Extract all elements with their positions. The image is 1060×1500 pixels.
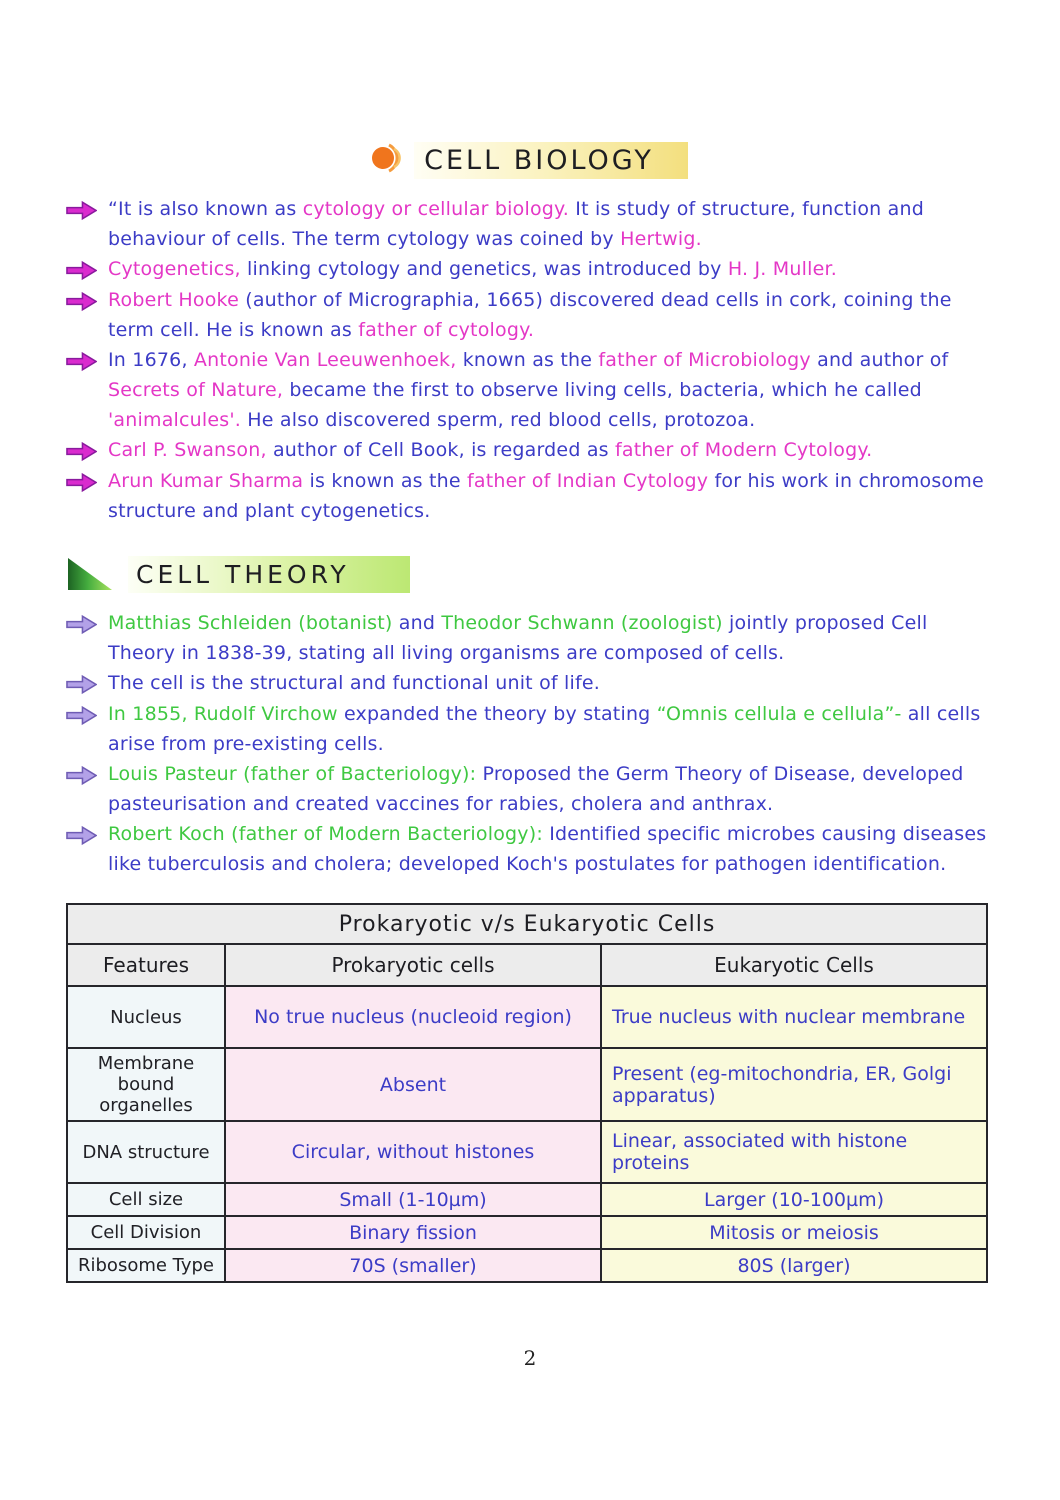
note-bullet	[66, 466, 994, 526]
column-header-eukaryotic: Eukaryotic Cells	[601, 944, 987, 986]
bullet-text: In 1855, Rudolf Virchow expanded the theory by stating “Omnis cellula e cellula”- all cells arise from pre-existing cells.	[108, 703, 981, 755]
bullet-text: Carl P. Swanson, author of Cell Book, is regarded as father of Modern Cytology.	[108, 439, 873, 461]
column-header-prokaryotic: Prokaryotic cells	[225, 944, 601, 986]
note-bullet	[66, 759, 994, 819]
cell-eukaryotic: Linear, associated with histone proteins	[601, 1121, 987, 1183]
page-number: 2	[523, 1346, 537, 1370]
bullet-text: “It is also known as cytology or cellular biology. It is study of structure, function and behaviour of cells. The term cytology was coined by Hertwig.	[108, 198, 924, 250]
cell-eukaryotic: Mitosis or meiosis	[601, 1216, 987, 1249]
table-row	[67, 1183, 987, 1216]
cell-eukaryotic: True nucleus with nuclear membrane	[601, 986, 987, 1048]
note-bullet	[66, 608, 994, 668]
table-row	[67, 1048, 987, 1121]
cell-feature: Ribosome Type	[67, 1249, 225, 1282]
lavender-arrow-icon	[66, 819, 108, 850]
section-cell-biology	[66, 194, 994, 526]
page-title-banner	[372, 140, 688, 180]
cell-feature: Cell Division	[67, 1216, 225, 1249]
note-bullet	[66, 699, 994, 759]
lavender-arrow-icon	[66, 759, 108, 790]
magenta-arrow-icon	[66, 345, 108, 376]
bullet-text: The cell is the structural and functional unit of life.	[108, 672, 601, 694]
page-title: CELL BIOLOGY	[414, 142, 688, 179]
table-title: Prokaryotic v/s Eukaryotic Cells	[67, 904, 987, 944]
cell-feature: Nucleus	[67, 986, 225, 1048]
magenta-arrow-icon	[66, 435, 108, 466]
bullet-text: Robert Hooke (author of Micrographia, 1665) discovered dead cells in cork, coining the term cell. He is known as father of cytology.	[108, 289, 952, 341]
section-cell-theory	[66, 608, 994, 879]
cell-feature: Membrane bound organelles	[67, 1048, 225, 1121]
note-bullet	[66, 194, 994, 254]
table-row	[67, 1249, 987, 1282]
note-bullet	[66, 285, 994, 345]
bullet-text: Matthias Schleiden (botanist) and Theodor Schwann (zoologist) jointly proposed Cell Theory in 1838-39, stating all living organisms are composed of cells.	[108, 612, 928, 664]
magenta-arrow-icon	[66, 194, 108, 225]
cell-eukaryotic: Present (eg-mitochondria, ER, Golgi apparatus)	[601, 1048, 987, 1121]
table-row	[67, 1216, 987, 1249]
note-bullet	[66, 254, 994, 285]
lavender-arrow-icon	[66, 668, 108, 699]
comparison-table-body	[67, 986, 987, 1282]
sun-rays-icon	[372, 140, 404, 180]
table-row	[67, 1121, 987, 1183]
green-triangle-icon	[66, 552, 114, 596]
note-bullet	[66, 345, 994, 435]
table-title-row	[67, 904, 987, 944]
magenta-arrow-icon	[66, 254, 108, 285]
comparison-table	[66, 903, 988, 1283]
section-cell-theory-header	[66, 552, 410, 596]
bullet-text: Cytogenetics, linking cytology and genetics, was introduced by H. J. Muller.	[108, 258, 837, 280]
cell-prokaryotic: Circular, without histones	[225, 1121, 601, 1183]
cell-eukaryotic: 80S (larger)	[601, 1249, 987, 1282]
magenta-arrow-icon	[66, 466, 108, 497]
cell-prokaryotic: No true nucleus (nucleoid region)	[225, 986, 601, 1048]
lavender-arrow-icon	[66, 608, 108, 639]
note-bullet	[66, 819, 994, 879]
magenta-arrow-icon	[66, 285, 108, 316]
section-title: CELL THEORY	[128, 556, 410, 593]
bullet-text: In 1676, Antonie Van Leeuwenhoek, known as the father of Microbiology and author of Secrets of Nature, became the first to observe living cells, bacteria, which he called 'animalcules'. He also discovered sperm, red blood cells, protozoa.	[108, 349, 949, 431]
lavender-arrow-icon	[66, 699, 108, 730]
column-header-features: Features	[67, 944, 225, 986]
cell-eukaryotic: Larger (10-100µm)	[601, 1183, 987, 1216]
table-row	[67, 986, 987, 1048]
note-bullet	[66, 668, 994, 699]
cell-prokaryotic: Small (1-10µm)	[225, 1183, 601, 1216]
bullet-text: Robert Koch (father of Modern Bacteriology): Identified specific microbes causing diseases like tuberculosis and cholera; developed Koch's postulates for pathogen identification.	[108, 823, 987, 875]
bullet-text: Louis Pasteur (father of Bacteriology): Proposed the Germ Theory of Disease, developed pasteurisation and created vaccines for rabies, cholera and anthrax.	[108, 763, 964, 815]
cell-feature: Cell size	[67, 1183, 225, 1216]
cell-feature: DNA structure	[67, 1121, 225, 1183]
cell-prokaryotic: Absent	[225, 1048, 601, 1121]
table-header-row	[67, 944, 987, 986]
cell-prokaryotic: 70S (smaller)	[225, 1249, 601, 1282]
note-bullet	[66, 435, 994, 466]
bullet-text: Arun Kumar Sharma is known as the father of Indian Cytology for his work in chromosome structure and plant cytogenetics.	[108, 470, 984, 522]
cell-prokaryotic: Binary fission	[225, 1216, 601, 1249]
